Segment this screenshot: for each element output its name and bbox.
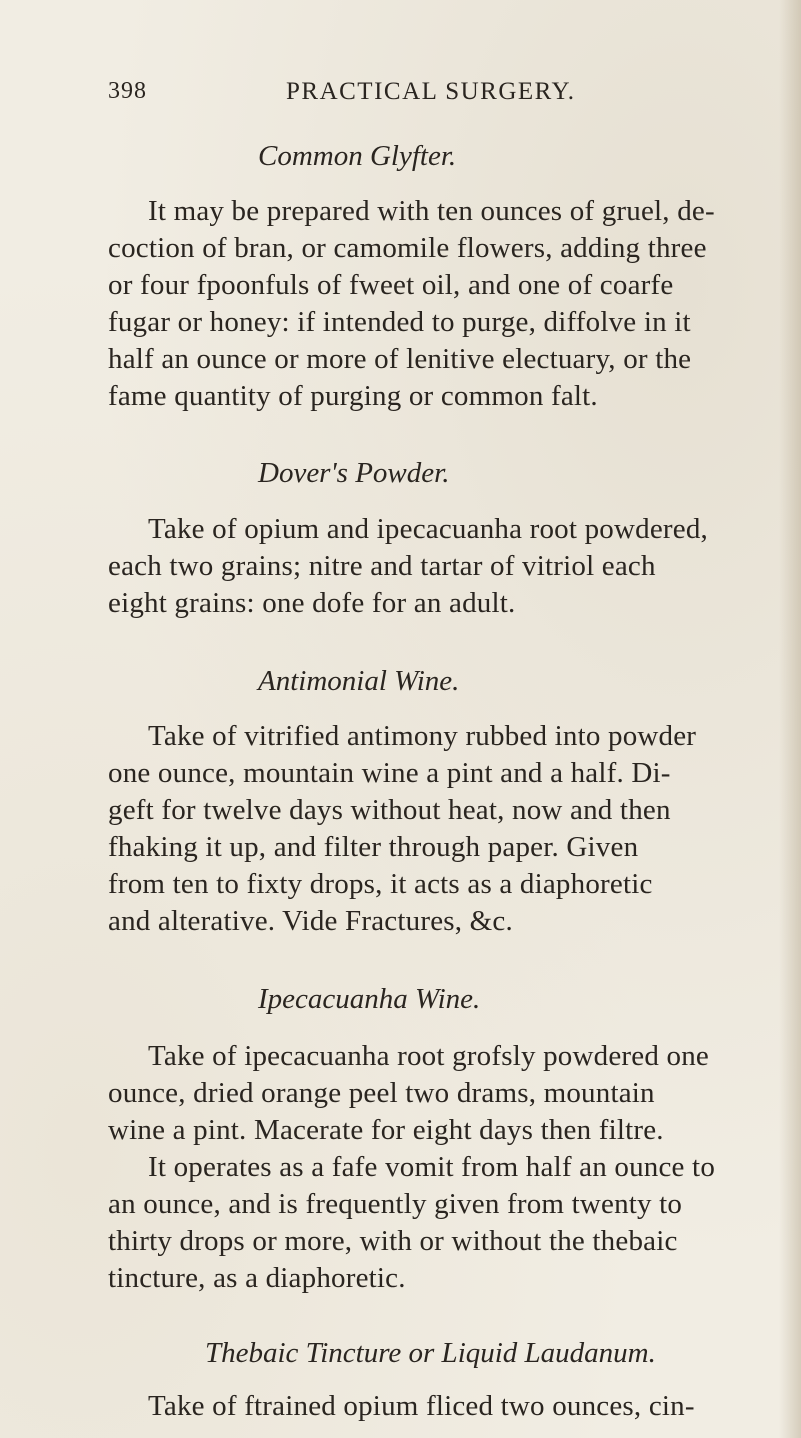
text-line: from ten to fixty drops, it acts as a diaphoretic <box>108 868 653 900</box>
text-line: each two grains; nitre and tartar of vitriol each <box>108 550 656 582</box>
text-line: fhaking it up, and filter through paper. Given <box>108 831 639 863</box>
text-line: ounce, dried orange peel two drams, mountain <box>108 1077 655 1109</box>
text-line: wine a pint. Macerate for eight days then filtre. <box>108 1114 664 1146</box>
section-title-ipecacuanha-wine: Ipecacuanha Wine. <box>258 983 481 1015</box>
text-line: Take of ipecacuanha root grofsly powdered one <box>148 1040 709 1072</box>
text-line: and alterative. Vide Fractures, &c. <box>108 905 513 937</box>
text-line: coction of bran, or camomile flowers, adding three <box>108 232 707 264</box>
section-title-common-glyster: Common Glyfter. <box>258 140 457 172</box>
page-edge-shadow <box>779 0 801 1438</box>
section-title-dovers-powder: Dover's Powder. <box>258 457 450 489</box>
text-line: half an ounce or more of lenitive electuary, or the <box>108 343 692 375</box>
text-line: thirty drops or more, with or without the thebaic <box>108 1225 678 1257</box>
running-head: PRACTICAL SURGERY. <box>286 78 576 105</box>
section-title-antimonial-wine: Antimonial Wine. <box>258 665 460 697</box>
text-line: Take of ftrained opium fliced two ounces, cin- <box>148 1390 695 1422</box>
page-number: 398 <box>108 78 147 104</box>
text-line: Take of opium and ipecacuanha root powdered, <box>148 513 708 545</box>
text-line: an ounce, and is frequently given from twenty to <box>108 1188 683 1220</box>
page-header <box>108 78 708 118</box>
text-line: fame quantity of purging or common falt. <box>108 380 598 412</box>
text-line: eight grains: one dofe for an adult. <box>108 587 516 619</box>
text-line: or four fpoonfuls of fweet oil, and one of coarfe <box>108 269 674 301</box>
text-line: fugar or honey: if intended to purge, diffolve in it <box>108 306 691 338</box>
text-line: one ounce, mountain wine a pint and a half. Di- <box>108 757 671 789</box>
text-line: tincture, as a diaphoretic. <box>108 1262 406 1294</box>
text-line: It operates as a fafe vomit from half an ounce to <box>148 1151 716 1183</box>
text-line: It may be prepared with ten ounces of gruel, de- <box>148 195 715 227</box>
text-line: geft for twelve days without heat, now and then <box>108 794 671 826</box>
section-title-thebaic-tincture: Thebaic Tincture or Liquid Laudanum. <box>205 1337 656 1369</box>
text-line: Take of vitrified antimony rubbed into powder <box>148 720 697 752</box>
